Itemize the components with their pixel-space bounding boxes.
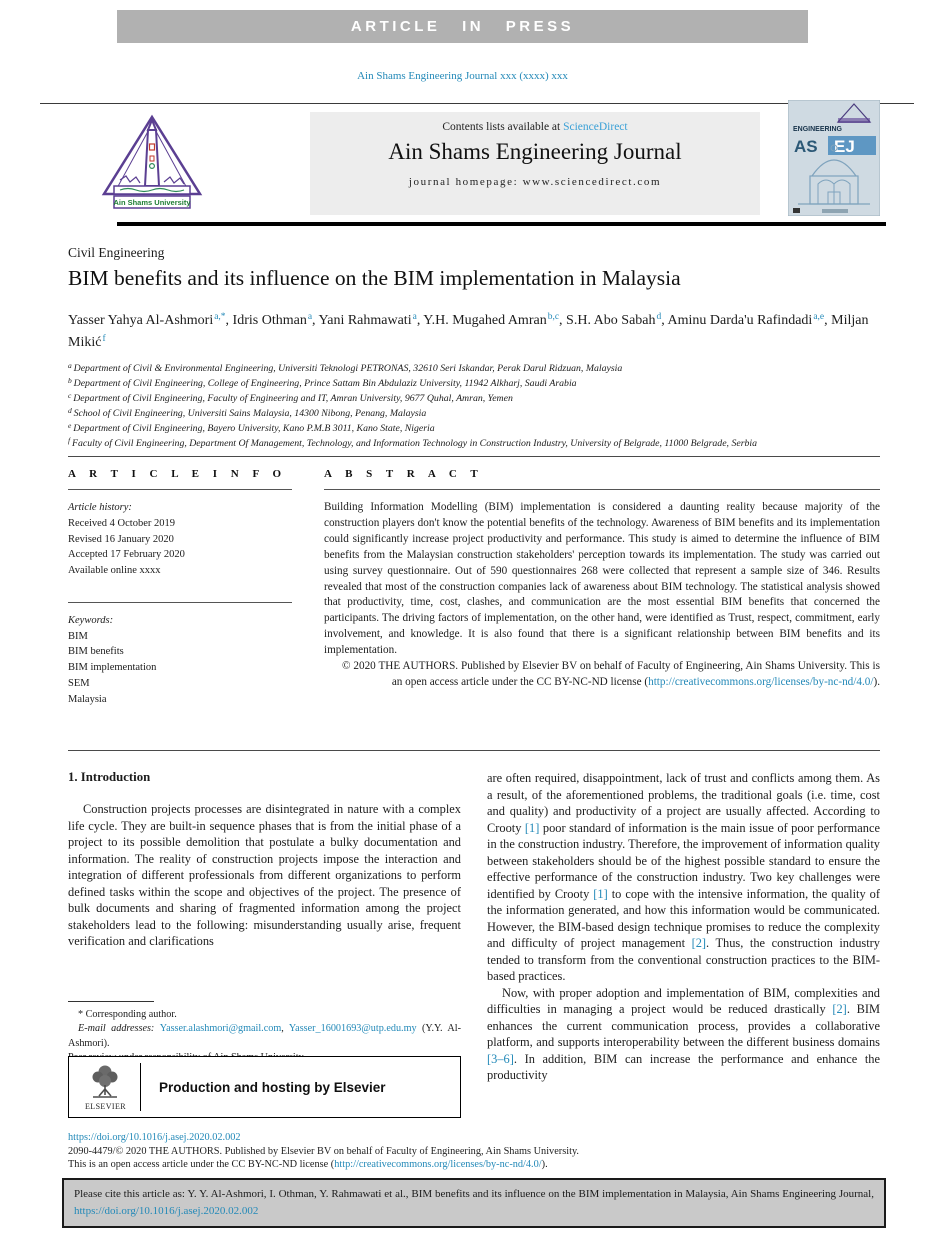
elsevier-production-box [68,1056,461,1118]
cover-asej-right: EJ [834,137,855,156]
running-head-citation: Ain Shams Engineering Journal xxx (xxxx) xxx [357,70,568,82]
article-title: BIM benefits and its influence on the BIM implementation in Malaysia [68,266,681,290]
email-addresses-line [68,1022,461,1051]
author-name: Miljan Mikić$^f$ [68,313,869,350]
inline-link[interactable]: Yasser.alashmori@gmail.com [159,1023,282,1035]
author-affiliation-sup: d [656,312,662,322]
cover-asej-left: AS [794,137,818,156]
author-affiliation-sup: b,c [547,312,560,322]
author-affiliation-sup: a [307,312,313,322]
license-line [68,1159,548,1170]
inline-link[interactable]: http://creativecommons.org/licenses/by-nc-nd/4.0/ [648,675,874,688]
doi-link[interactable]: https://doi.org/10.1016/j.asej.2020.02.002 [68,1132,241,1143]
university-logo [100,114,204,221]
author-name: Yasser Yahya Al-Ashmori$^{a,*}$ [68,312,226,328]
journal-cover-icon [788,100,880,216]
text-segment: Now, with proper adoption and implementation of BIM, complexities and difficulties in managing a project would be reduced drastically [487,985,880,1016]
author-list: Yasser Yahya Al-Ashmori$^{a,*}$, Idris Othman$^a$, Yani Rahmawati$^a$, Y.H. Mugahed Amran$^{b,c}$, S.H. Abo Sabah$^d$, Aminu Darda'u Rafindadi$^{a,e}$, Miljan Mikić$^f$ [68,312,869,350]
inline-link[interactable]: [1] [593,886,608,901]
text-segment: E-mail addresses: [78,1023,160,1035]
text-segment: Please cite this article as: Y. Y. Al-Ashmori, I. Othman, Y. Rahmawati et al., BIM benefits and its influence on the BIM implementation in Malaysia, Ain Shams Engineering Journal, [74,1188,874,1200]
info-abstract-row [68,468,880,707]
footnote-rule [68,1001,154,1002]
history-list [68,516,292,579]
author-name: Yani Rahmawati$^a$ [318,312,417,328]
contents-lists-line [310,112,760,133]
article-category: Civil Engineering [68,245,165,260]
elsevier-tree-icon [88,1063,122,1099]
text-segment: . BIM enhances the current communication process, provides a collaborative platform, and supports interoperability between the different business domains [487,1002,880,1049]
affiliation-line: $^e$ Department of Civil Engineering, Bayero University, Kano P.M.B 3011, Kano State, Nigeria [68,421,435,435]
intro-paragraph-right-1 [487,770,880,985]
info-section-top-rule [68,456,880,457]
history-item: Accepted 17 February 2020 [68,549,185,561]
history-item: Received 4 October 2019 [68,517,176,529]
text-segment: ). [541,1159,548,1170]
issn-copyright-line: 2090-4479/© 2020 THE AUTHORS. Published by Elsevier BV on behalf of Faculty of Engineering, Ain Shams University. [68,1146,579,1157]
affiliation-line: $^d$ School of Civil Engineering, Universiti Sains Malaysia, 14300 Nibong, Penang, Malaysia [68,406,427,420]
text-segment: are often required, disappointment, lack of trust and conflicts among them. As a result, of the aforementioned problems, the traditional goals (i.e. time, cost and quality) and productivity of a project are usually affected. According to Crooty [487,771,880,835]
inline-link[interactable]: [2] [691,936,707,950]
article-info-column [68,468,292,707]
inline-link[interactable]: [1] [524,820,540,835]
text-segment: . In addition, BIM can increase the performance and enhance the productivity [487,1051,880,1082]
corresponding-author-note: * Corresponding author. [78,1009,177,1020]
university-logo-caption: Ain Shams University [113,198,191,207]
inline-link[interactable]: https://doi.org/10.1016/j.asej.2020.02.002 [74,1205,259,1218]
abstract-rule [324,489,880,490]
history-item: Available online xxxx [68,565,161,576]
elsevier-logo [85,1063,126,1111]
text-segment: (Y.Y. Al-Ashmori). [68,1023,461,1049]
intro-paragraph-left: Construction projects processes are disintegrated in nature with a complex life cycle. They are built-in sequence phases that is from the initial phase of a project to its possible demolition that postulate a bulky documentation and information. The reality of construction projects impose the interaction and integration of different professionals from different organizations to perform defined tasks within the scope and objectives of the project. The presence of bulk documents and sharing of fragmented information among the project stakeholders lead to the following: misunderstanding usually arise, frequent verification and clarifications [68,802,461,948]
text-segment: Contents lists available at [442,121,564,133]
abstract-copyright [324,659,880,691]
affiliation-line: $^f$ Faculty of Civil Engineering, Department Of Management, Technology, and Information Technology in Construction Industry, University of Belgrade, 11000 Belgrade, Serbia [68,436,758,450]
production-hosting-text: Production and hosting by Elsevier [158,1079,386,1095]
abstract-text: Building Information Modelling (BIM) implementation is considered a daunting reality because majority of the construction players don't know the potential benefits of the technology. Awareness of BIM benefits and its implementation could significantly increase project productivity and performance. This study is aimed to determine the influence of BIM benefits from the Malaysian construction stakeholders' perception towards its implementation. The study was carried out using survey questionnaire. Out of 590 questionnaires 268 were collected that represent a sample size of 346. Results revealed that most of the construction companies lack of awareness about BIM technology. The statistical analysis showed that productivity, time, cost, clashes, and communication are the most essential BIM benefits that concerned the participants. The driving factors of implementation, on the other hand, were identified as Trust, respect, commitment, early involvement, and knowledge. It is also found that there is a significant relationship between BIM benefits and its implementation. [324,501,880,657]
keyword-item: BIM [68,630,88,642]
masthead-thick-rule [117,222,886,226]
body-right-column [487,770,880,1084]
text-segment: This is an open access article under the CC BY-NC-ND license ( [68,1159,335,1170]
intro-paragraph-right-2 [487,985,880,1084]
elsevier-wordmark: ELSEVIER [85,1102,126,1111]
author-affiliation-sup: a [412,312,417,322]
abstract-column [324,468,880,707]
history-item: Revised 16 January 2020 [68,533,174,545]
section-heading-introduction: 1. Introduction [68,770,151,784]
affiliation-line: $^b$ Department of Civil Engineering, College of Engineering, Prince Sattam Bin Abdulaziz University, 11942 Alkharj, Saudi Arabia [68,376,577,390]
elsevier-box-divider [140,1063,141,1111]
text-segment: , [281,1023,289,1035]
history-label: Article history: [68,502,132,513]
keyword-item: BIM benefits [68,646,124,658]
abstract-header: A B S T R A C T [324,468,484,480]
author-name: Idris Othman$^a$ [232,312,313,328]
text-segment: . Thus, the construction industry tended to transform from the conventional construction practices to the BIM-based practices. [487,936,880,983]
affiliation-line: $^a$ Department of Civil & Environmental Engineering, Universiti Teknologi PETRONAS, 32610 Seri Iskandar, Perak Darul Ridzuan, Malaysia [68,361,623,374]
journal-masthead-box [310,112,760,215]
top-divider [40,103,914,104]
sciencedirect-link[interactable]: ScienceDirect [563,121,628,133]
university-logo-icon [100,114,204,216]
keywords-rule [68,602,292,603]
author-name: Y.H. Mugahed Amran$^{b,c}$ [423,312,560,328]
inline-link[interactable]: Yasser_16001693@utp.edu.my [288,1023,417,1035]
author-name: Aminu Darda'u Rafindadi$^{a,e}$ [667,312,825,328]
text-segment: to cope with the intensive information, the quality of the information generated, and how this information would be communicated. However, the BIM-based design technique promises to reduce the complexity and difficulty of project management [487,886,880,950]
abstract-bottom-rule [68,750,880,751]
author-affiliation-sup: a,e [813,312,825,322]
keywords-label: Keywords: [68,614,114,626]
author-name: S.H. Abo Sabah$^d$ [566,312,662,328]
text-segment: poor standard of information is the main issue of poor performance in the construction industry. Therefore, the improvement of information quality between stakeholders should be of the highest possible standard to ensure the effective performance of the construction industry. Two key challenges were identified by Crooty [487,820,880,901]
keyword-item: SEM [68,677,90,689]
affiliation-line: $^c$ Department of Civil Engineering, Faculty of Engineering and IT, Amran University, 9677 Quhal, Amran, Yemen [68,391,513,405]
citation-notice-box [62,1178,886,1228]
text-segment: ). [873,675,880,688]
keyword-item: BIM implementation [68,662,157,673]
article-in-press-banner: ARTICLE IN PRESS [117,10,808,43]
author-affiliation-sup: a,* [214,312,226,322]
journal-title: Ain Shams Engineering Journal [388,139,682,164]
text-segment: © 2020 THE AUTHORS. Published by Elsevier BV on behalf of Faculty of Engineering, Ain Shams University. This is an open access article under the CC BY-NC-ND license ( [342,660,880,688]
keyword-item: Malaysia [68,693,107,705]
journal-cover-thumbnail [788,100,880,221]
keywords-list [68,629,292,708]
inline-link[interactable]: [2] [832,1002,847,1016]
article-info-header: A R T I C L E I N F O [68,468,287,480]
journal-homepage-line: journal homepage: www.sciencedirect.com [408,176,662,188]
affiliation-list [68,361,880,452]
inline-link[interactable]: http://creativecommons.org/licenses/by-nc-nd/4.0/ [334,1159,542,1170]
inline-link[interactable]: [3–6] [487,1051,514,1066]
author-affiliation-sup: f [102,333,106,344]
cover-engineering-label: ENGINEERING [793,126,843,133]
article-info-rule [68,489,292,490]
